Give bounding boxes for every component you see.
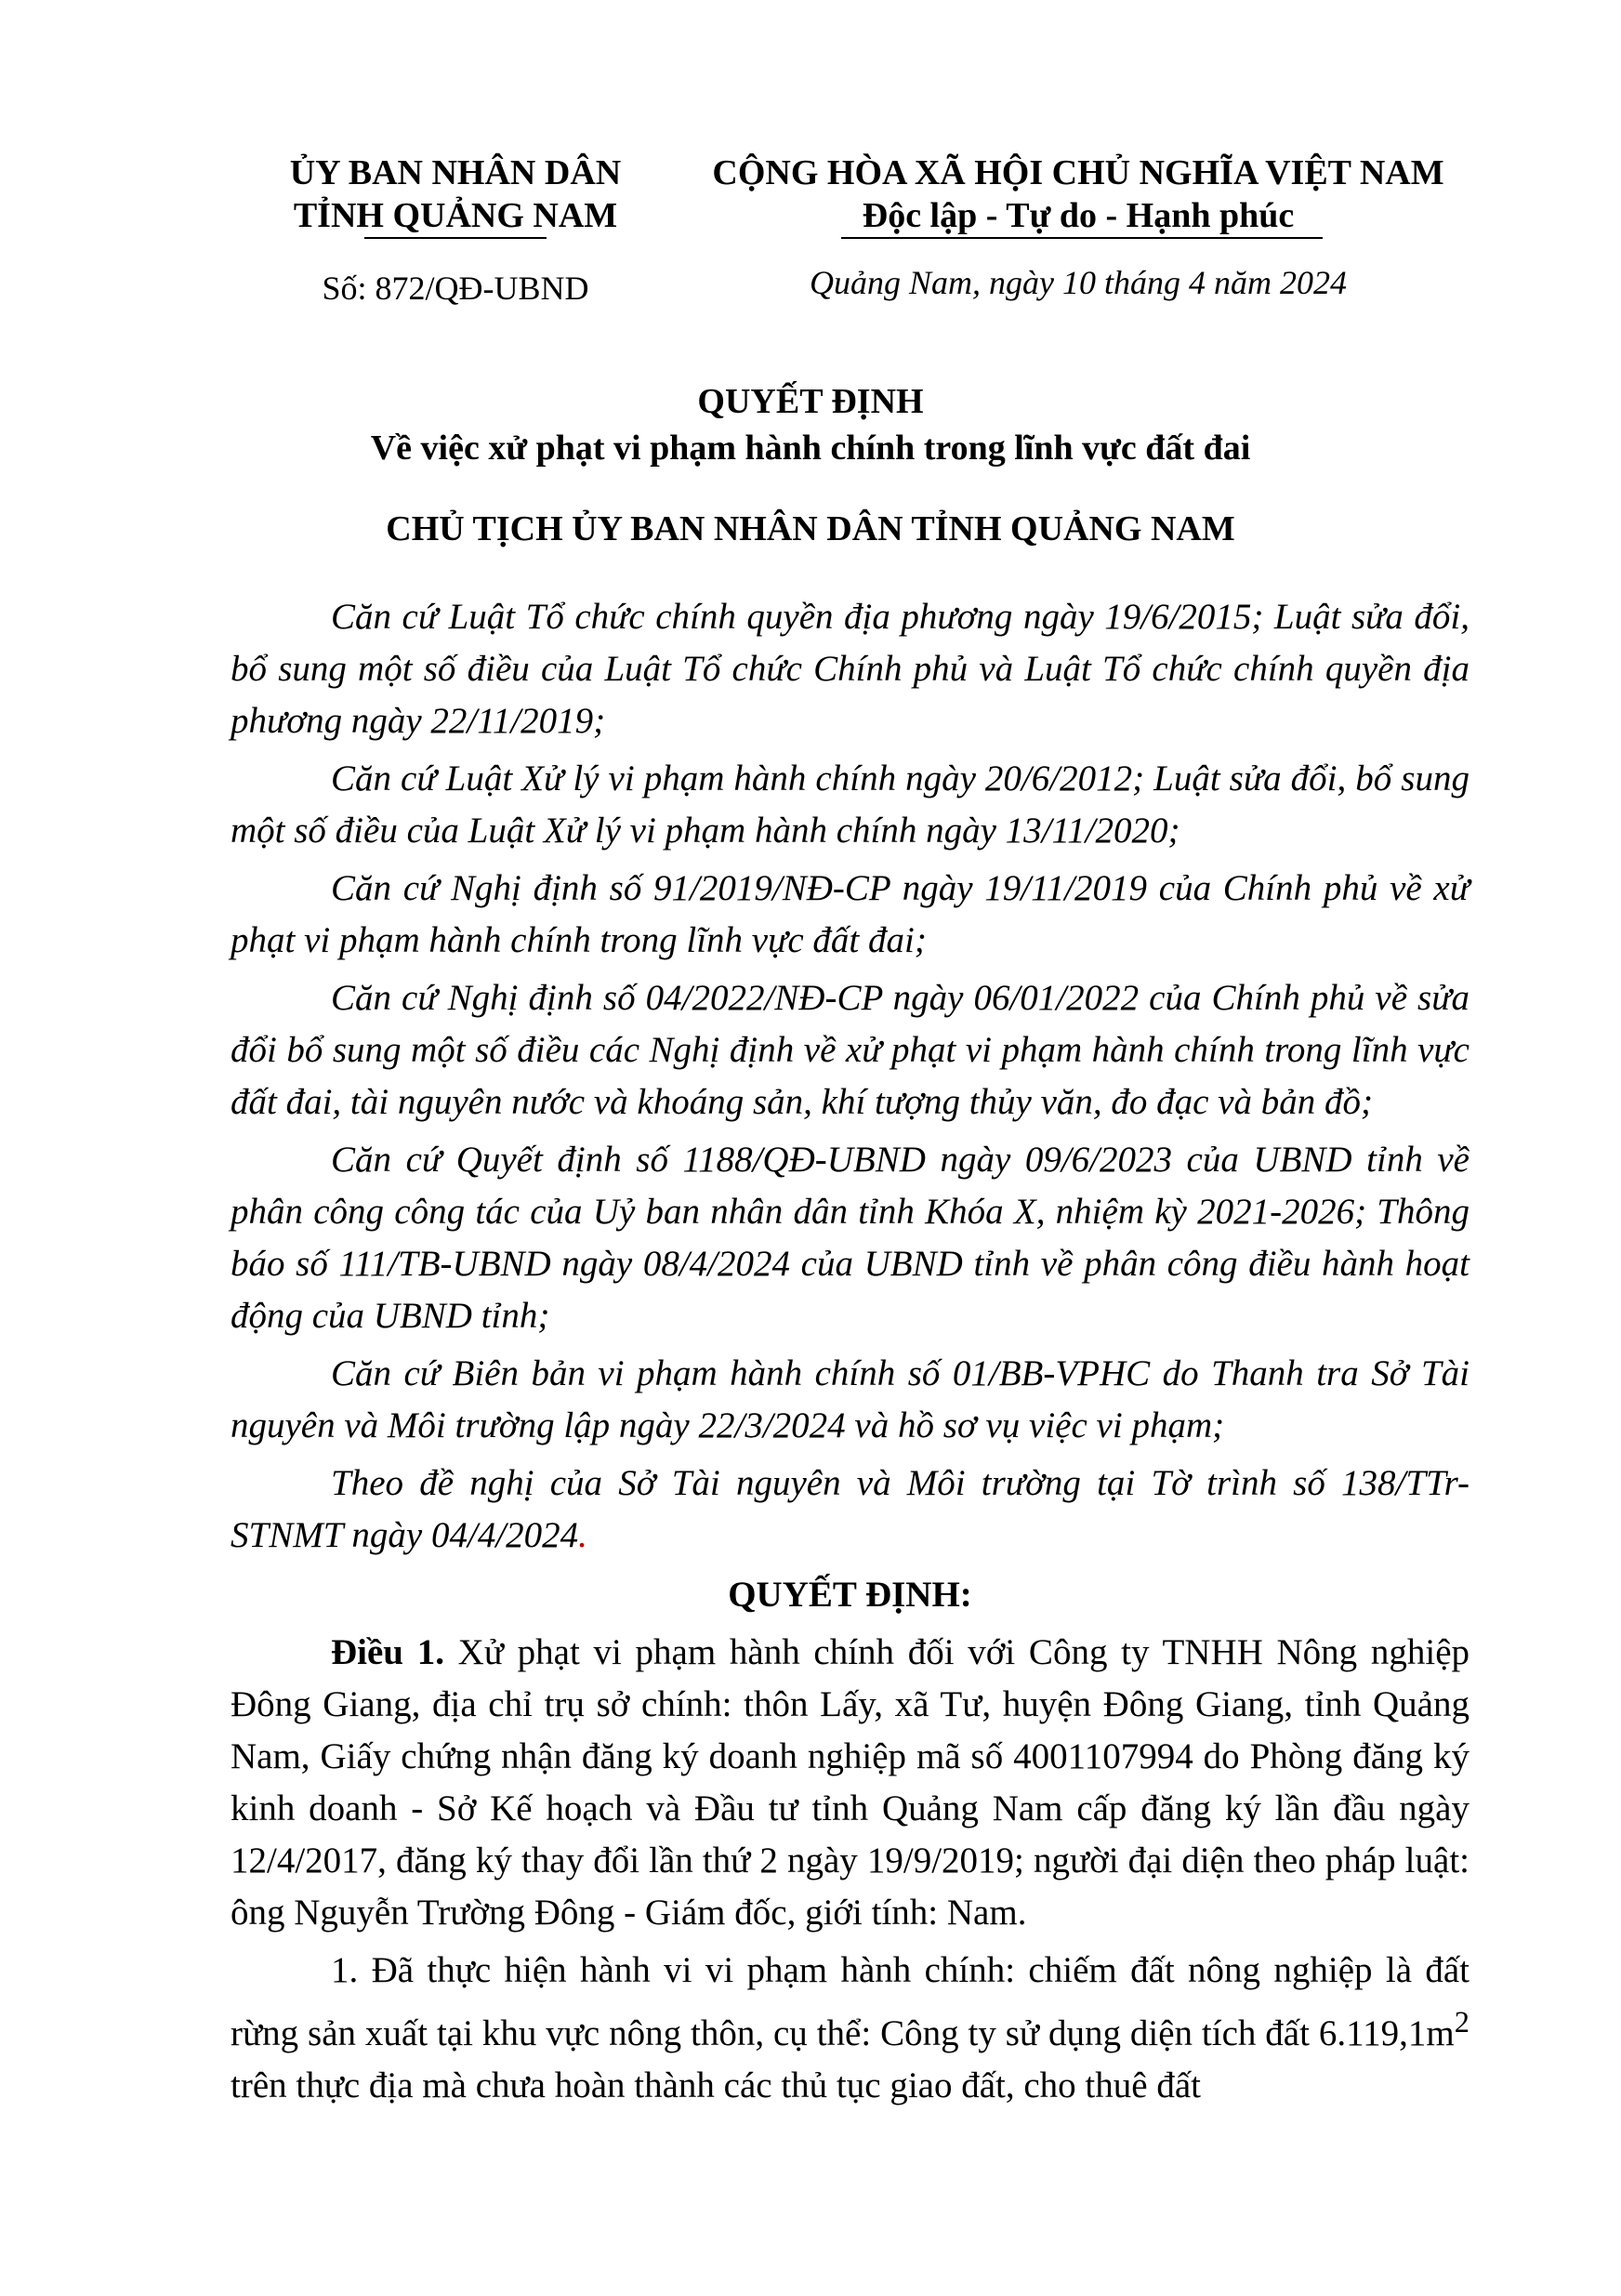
proposal-end-mark: . — [578, 1515, 587, 1555]
preamble-basis-2: Căn cứ Luật Xử lý vi phạm hành chính ngày 20/6/2012; Luật sửa đổi, bổ sung một số điều của Luật Xử lý vi phạm hành chính ngày 13/11/2020; — [231, 759, 1469, 851]
clause-1 — [231, 1945, 1469, 2112]
proposal-paragraph — [231, 1458, 1469, 1562]
agency-line-2: TỈNH QUẢNG NAM — [293, 196, 618, 235]
article-1-text: Xử phạt vi phạm hành chính đối với Công ty TNHH Nông nghiệp Đông Giang, địa chỉ trụ sở chính: thôn Lấy, xã Tư, huyện Đông Giang, tỉnh Quảng Nam, Giấy chứng nhận đăng ký doanh nghiệp mã số 4001107994 do Phòng đăng ký kinh doanh - Sở Kế hoạch và Đầu tư tỉnh Quảng Nam cấp đăng ký lần đầu ngày 12/4/2017, đăng ký thay đổi lần thứ 2 ngày 19/9/2019; người đại diện theo pháp luật: ông Nguyễn Trường Đông - Giám đốc, giới tính: Nam. — [231, 1632, 1470, 1933]
motto-underline — [841, 237, 1323, 239]
article-1-label: Điều 1. — [331, 1632, 444, 1672]
document-type-title: QUYẾT ĐỊNH — [697, 382, 924, 421]
preamble-basis-6: Căn cứ Biên bản vi phạm hành chính số 01/BB-VPHC do Thanh tra Sở Tài nguyên và Môi trường lập ngày 22/3/2024 và hồ sơ vụ việc vi phạm; — [231, 1353, 1469, 1445]
agency-underline — [364, 237, 547, 239]
proposal-text: Theo đề nghị của Sở Tài nguyên và Môi trường tại Tờ trình số 138/TTr-STNMT ngày 04/4/2024 — [231, 1463, 1469, 1555]
clause-1-text-a: 1. Đã thực hiện hành vi vi phạm hành chính: chiếm đất nông nghiệp là đất rừng sản xuất tại khu vực nông thôn, cụ thể: Công ty sử dụng diện tích đất 6.119,1m — [231, 1950, 1469, 2053]
nation-line-2: Độc lập - Tự do - Hạnh phúc — [862, 196, 1295, 235]
agency-line-1: ỦY BAN NHÂN DÂN — [289, 153, 622, 192]
issuer-title: CHỦ TỊCH ỦY BAN NHÂN DÂN TỈNH QUẢNG NAM — [386, 509, 1235, 548]
preamble-basis-4: Căn cứ Nghị định số 04/2022/NĐ-CP ngày 06/01/2022 của Chính phủ về sửa đổi bổ sung một số điều các Nghị định về xử phạt vi phạm hành chính trong lĩnh vực đất đai, tài nguyên nước và khoáng sản, khí tượng thủy văn, đo đạc và bản đồ; — [231, 978, 1469, 1122]
preamble-basis-3: Căn cứ Nghị định số 91/2019/NĐ-CP ngày 19/11/2019 của Chính phủ về xử phạt vi phạm hành chính trong lĩnh vực đất đai; — [231, 868, 1469, 960]
area-unit-superscript: 2 — [1454, 2006, 1469, 2039]
clause-1-text-b: trên thực địa mà chưa hoàn thành các thủ tục giao đất, cho thuê đất — [231, 2065, 1201, 2105]
document-body — [231, 591, 1469, 2118]
national-motto — [679, 152, 1478, 237]
article-1 — [231, 1627, 1469, 1939]
issuing-agency — [270, 152, 641, 237]
document-number: Số: 872/QĐ-UBND — [322, 270, 589, 307]
nation-line-1: CỘNG HÒA XÃ HỘI CHỦ NGHĨA VIỆT NAM — [712, 153, 1444, 192]
preamble-basis-1: Căn cứ Luật Tổ chức chính quyền địa phương ngày 19/6/2015; Luật sửa đổi, bổ sung một số điều của Luật Tổ chức Chính phủ và Luật Tổ chức chính quyền địa phương ngày 22/11/2019; — [231, 597, 1469, 741]
document-subject: Về việc xử phạt vi phạm hành chính trong lĩnh vực đất đai — [370, 429, 1251, 468]
preamble-basis-5: Căn cứ Quyết định số 1188/QĐ-UBND ngày 09/6/2023 của UBND tỉnh về phân công công tác của Uỷ ban nhân dân tỉnh Khóa X, nhiệm kỳ 2021-2026; Thông báo số 111/TB-UBND ngày 08/4/2024 của UBND tỉnh về phân công điều hành hoạt động của UBND tỉnh; — [231, 1140, 1469, 1336]
decision-heading: QUYẾT ĐỊNH: — [728, 1575, 972, 1615]
place-date: Quảng Nam, ngày 10 tháng 4 năm 2024 — [810, 264, 1347, 301]
